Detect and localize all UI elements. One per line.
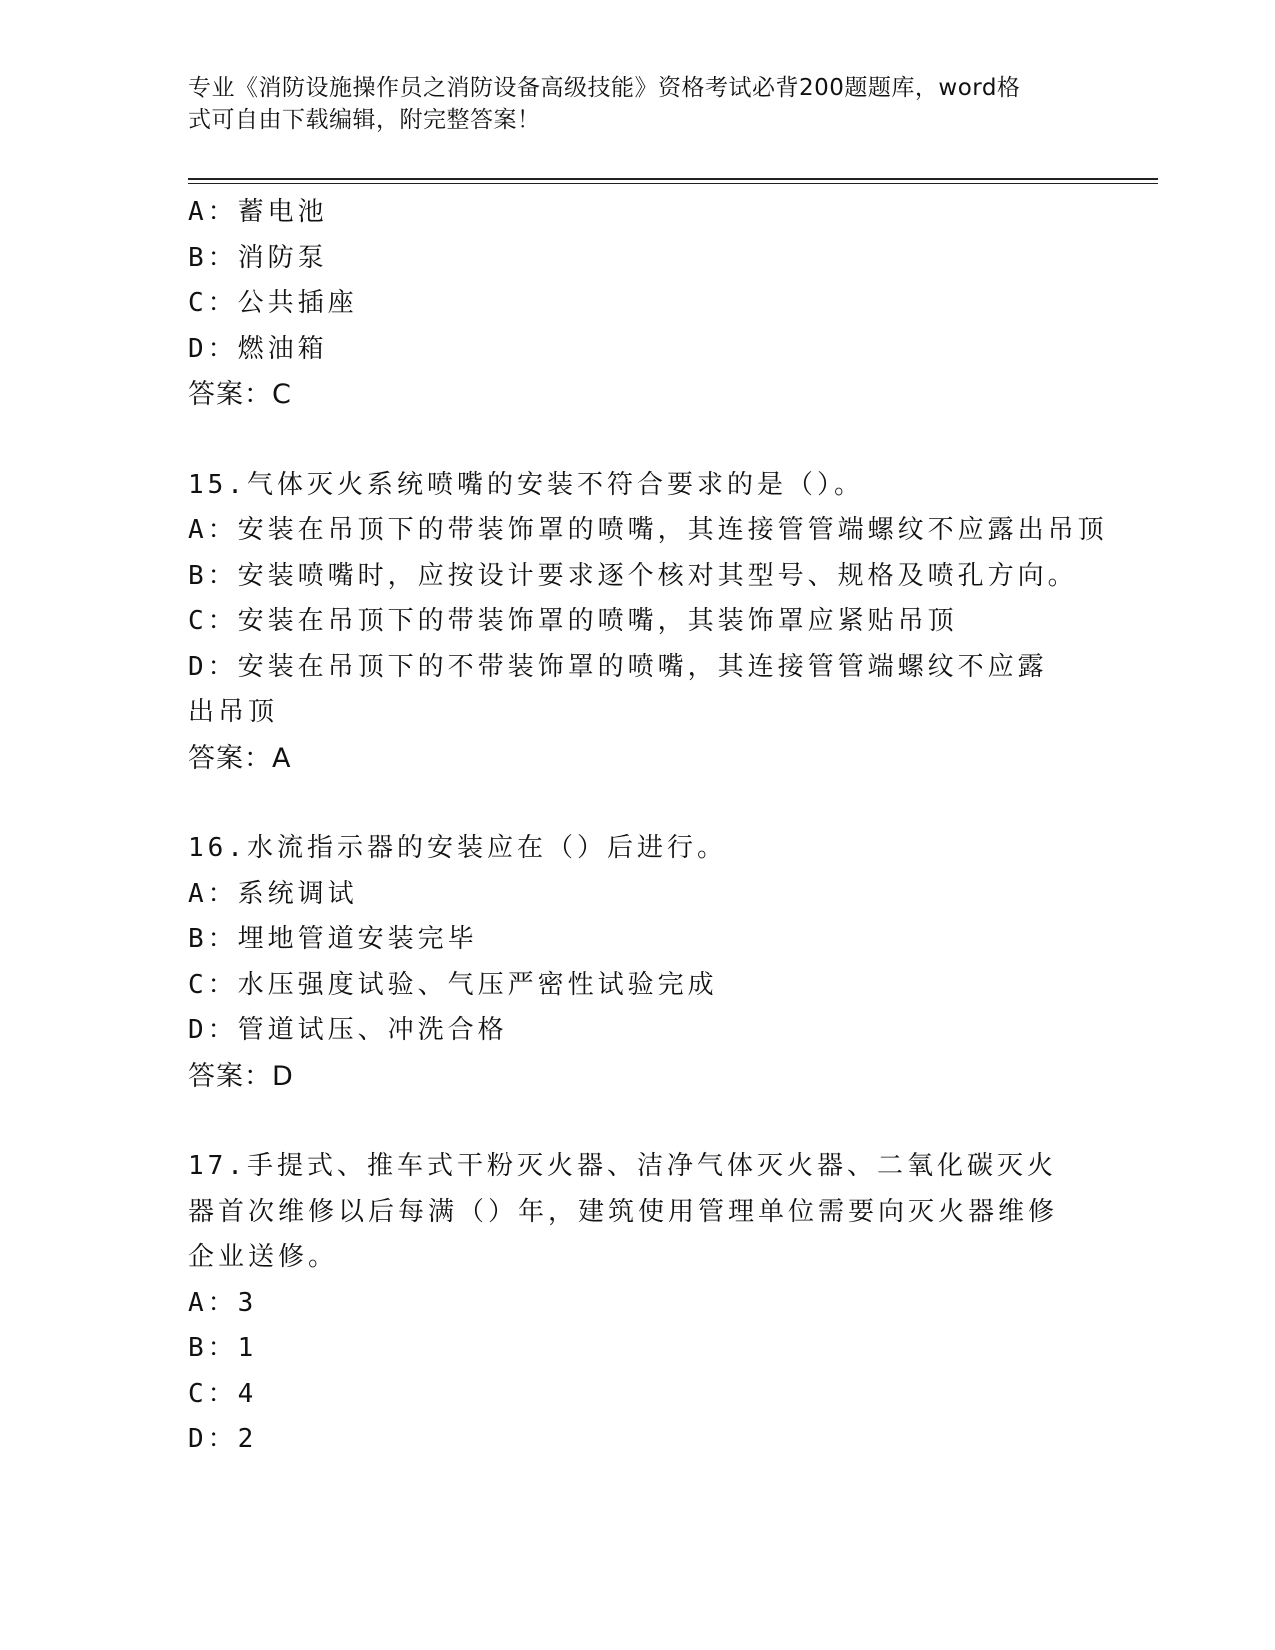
option-a: A：3 <box>188 1287 258 1318</box>
option-b: B：消防泵 <box>188 242 328 273</box>
question-14-block <box>188 190 1088 418</box>
option-a: A：系统调试 <box>188 878 358 909</box>
option-b: B：埋地管道安装完毕 <box>188 924 478 954</box>
spacer <box>188 418 1088 463</box>
header-line-1: 专业《消防设施操作员之消防设备高级技能》资格考试必背200题题库，word格 <box>188 75 1021 101</box>
header-divider-thin <box>188 183 1158 184</box>
option-d: D：安装在吊顶下的不带装饰罩的喷嘴，其连接管管端螺纹不应露出吊顶 <box>188 651 1048 727</box>
answer-line: 答案：D <box>188 1060 294 1092</box>
question-16-block <box>188 826 1088 1099</box>
option-b: B：1 <box>188 1333 258 1363</box>
option-c: C：4 <box>188 1378 258 1409</box>
header-line-2: 式可自由下载编辑，附完整答案！ <box>188 107 541 133</box>
answer-line: 答案：A <box>188 742 292 774</box>
answer-line: 答案：C <box>188 379 292 410</box>
option-c: C：公共插座 <box>188 288 358 318</box>
option-d: D：燃油箱 <box>188 333 328 364</box>
question-17-block <box>188 1144 1088 1463</box>
option-c: C：水压强度试验、气压严密性试验完成 <box>188 969 718 1000</box>
question-stem: 16.水流指示器的安装应在（）后进行。 <box>188 833 727 863</box>
question-15-block <box>188 463 1108 782</box>
option-d: D：2 <box>188 1424 258 1454</box>
option-b: B：安装喷嘴时，应按设计要求逐个核对其型号、规格及喷孔方向。 <box>188 560 1078 591</box>
question-stem: 17.手提式、推车式干粉灭火器、洁净气体灭火器、二氧化碳灭火器首次维修以后每满（）年，建筑使用管理单位需要向灭火器维修企业送修。 <box>188 1151 1059 1272</box>
option-a: A：安装在吊顶下的带装饰罩的喷嘴，其连接管管端螺纹不应露出吊顶 <box>188 515 1108 545</box>
document-header <box>188 72 1068 136</box>
spacer <box>188 1099 1088 1144</box>
header-divider-thick <box>188 178 1158 180</box>
question-list <box>188 190 1108 1463</box>
option-d: D：管道试压、冲洗合格 <box>188 1015 508 1045</box>
spacer <box>188 781 1088 826</box>
option-a: A：蓄电池 <box>188 197 328 227</box>
option-c: C：安装在吊顶下的带装饰罩的喷嘴，其装饰罩应紧贴吊顶 <box>188 606 958 636</box>
question-stem: 15.气体灭火系统喷嘴的安装不符合要求的是（）。 <box>188 469 864 500</box>
